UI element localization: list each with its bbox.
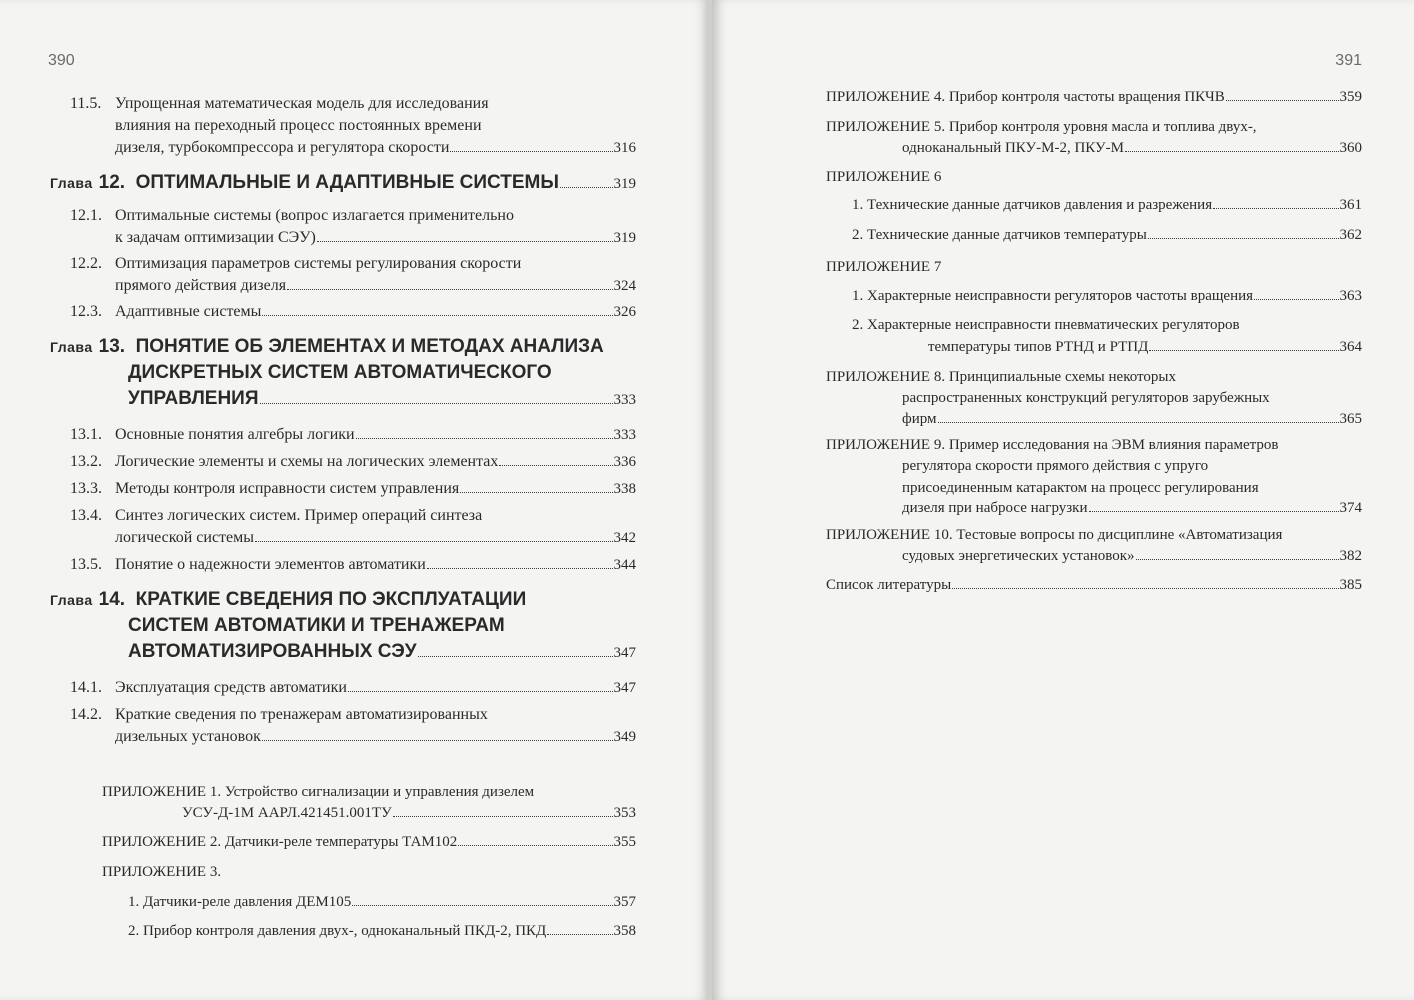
appendix-title: судовых энергетических установок» (902, 548, 1135, 564)
dot-leader (1148, 238, 1339, 239)
appendix-title: ПРИЛОЖЕНИЕ 1. Устройство сигнализации и управления дизелем (102, 784, 535, 800)
dot-leader (1125, 151, 1339, 152)
dot-leader (393, 816, 613, 817)
page-ref: 358 (613, 923, 636, 939)
appendix-line (902, 545, 1362, 567)
page-ref: 359 (1339, 89, 1362, 105)
appendix-line (826, 256, 1362, 278)
appendix-line (182, 802, 636, 824)
page-ref: 316 (613, 140, 636, 156)
page-ref: 382 (1339, 548, 1362, 564)
entry-title: Методы контроля исправности систем управления (115, 480, 460, 497)
toc-entry-line (115, 115, 636, 137)
toc-entry-line (115, 137, 636, 159)
appendix-line (852, 285, 1362, 307)
chapter-heading-line (50, 335, 636, 359)
entry-title: влияния на переходный процесс постоянных времени (115, 117, 482, 134)
appendix-line (102, 861, 636, 883)
dot-leader (1149, 350, 1338, 351)
appendix-line (902, 408, 1362, 430)
dot-leader (1226, 100, 1339, 101)
dot-leader (460, 492, 612, 493)
appendix-title: 2. Технические данные датчиков температуры (852, 227, 1147, 243)
entry-title: Краткие сведения по тренажерам автоматизированных (115, 706, 488, 723)
section-number: 13.2. (70, 453, 102, 470)
entry-title: Оптимизация параметров системы регулирования скорости (115, 255, 522, 272)
entry-title: ОПТИМАЛЬНЫЕ И АДАПТИВНЫЕ СИСТЕМЫ (135, 172, 559, 193)
appendix-line (102, 831, 636, 853)
page-ref: 355 (613, 834, 636, 850)
toc-entry-line (70, 253, 636, 275)
appendix-line (826, 366, 1362, 388)
page-ref: 347 (613, 680, 636, 696)
toc-entry-line (70, 424, 636, 446)
appendix-title: ПРИЛОЖЕНИЕ 4. Прибор контроля частоты вращения ПКЧВ (826, 89, 1225, 105)
toc-entry-line (115, 726, 636, 748)
appendix-line (102, 781, 636, 803)
appendix-line (902, 497, 1362, 519)
dot-leader (458, 845, 612, 846)
dot-leader (262, 315, 612, 316)
page-ref: 353 (613, 805, 636, 821)
entry-title: Логические элементы и схемы на логических элементах (115, 453, 499, 470)
page-ref: 361 (1339, 197, 1362, 213)
entry-title: Оптимальные системы (вопрос излагается применительно (115, 207, 514, 224)
appendix-title: дизеля при набросе нагрузки (902, 500, 1088, 516)
appendix-line (826, 116, 1362, 138)
page-ref: 374 (1339, 500, 1362, 516)
section-number: 12.3. (70, 303, 102, 320)
toc-entry-line (70, 505, 636, 527)
section-number: 13.3. (70, 480, 102, 497)
page-number-right: 391 (1335, 52, 1362, 69)
toc-right (712, 0, 1414, 1000)
dot-leader (356, 438, 613, 439)
appendix-title: 2. Прибор контроля давления двух-, одноканальный ПКД-2, ПКД (128, 923, 547, 939)
dot-leader (262, 740, 613, 741)
page-ref: 349 (613, 729, 636, 745)
toc-entry-line (70, 677, 636, 699)
page-ref: 362 (1339, 227, 1362, 243)
dot-leader (317, 241, 613, 242)
appendix-title: ПРИЛОЖЕНИЕ 2. Датчики-реле температуры ТАМ102 (102, 834, 458, 850)
dot-leader (260, 403, 613, 404)
dot-leader (450, 151, 612, 152)
appendix-title: ПРИЛОЖЕНИЕ 8. Принципиальные схемы некоторых (826, 369, 1176, 385)
appendix-line (826, 86, 1362, 108)
page-ref: 333 (613, 427, 636, 443)
page-ref: 360 (1339, 140, 1362, 156)
right-page (712, 0, 1414, 1000)
entry-title: КРАТКИЕ СВЕДЕНИЯ ПО ЭКСПЛУАТАЦИИ (135, 589, 527, 610)
toc-entry-line (115, 275, 636, 297)
page-ref: 363 (1339, 288, 1362, 304)
dot-leader (352, 905, 612, 906)
entry-title: СИСТЕМ АВТОМАТИКИ И ТРЕНАЖЕРАМ (128, 615, 505, 636)
appendix-title: ПРИЛОЖЕНИЕ 9. Пример исследования на ЭВМ влияния параметров (826, 437, 1279, 453)
entry-title: к задачам оптимизации СЭУ) (115, 229, 316, 246)
toc-entry-line (115, 227, 636, 249)
chapter-label: Глава (50, 175, 93, 191)
page-ref: 338 (613, 481, 636, 497)
chapter-number: 14. (98, 589, 136, 610)
appendix-title: регулятора скорости прямого действия с упруго (902, 458, 1209, 474)
toc-entry-line (70, 554, 636, 576)
appendix-title: фирм (902, 411, 937, 427)
page-ref: 344 (613, 557, 636, 573)
appendix-title: 1. Датчики-реле давления ДЕМ105 (128, 894, 352, 910)
entry-title: Эксплуатация средств автоматики (115, 679, 347, 696)
page-ref: 336 (613, 454, 636, 470)
section-number: 14.2. (70, 706, 102, 723)
toc-entry-line (115, 527, 636, 549)
appendix-line (852, 314, 1362, 336)
appendix-title: присоединенным катарактом на процесс регулирования (902, 480, 1259, 496)
appendix-title: ПРИЛОЖЕНИЕ 7 (826, 259, 942, 275)
appendix-line (852, 224, 1362, 246)
appendix-line (902, 477, 1362, 499)
appendix-line (826, 434, 1362, 456)
toc-entry-line (70, 205, 636, 227)
toc-entry-line (70, 93, 636, 115)
entry-title: ДИСКРЕТНЫХ СИСТЕМ АВТОМАТИЧЕСКОГО (128, 362, 552, 383)
dot-leader (1213, 208, 1338, 209)
appendix-line (128, 891, 636, 913)
dot-leader (427, 568, 613, 569)
chapter-heading-line (128, 614, 636, 638)
appendix-title: Список литературы (826, 577, 952, 593)
dot-leader (1089, 511, 1339, 512)
section-number: 13.5. (70, 556, 102, 573)
appendix-title: 1. Технические данные датчиков давления и разрежения (852, 197, 1213, 213)
chapter-number: 12. (98, 172, 136, 193)
section-number: 13.4. (70, 507, 102, 524)
appendix-line (826, 524, 1362, 546)
appendix-line (902, 387, 1362, 409)
dot-leader (1136, 559, 1339, 560)
page-ref: 347 (613, 645, 636, 661)
appendix-title: ПРИЛОЖЕНИЕ 10. Тестовые вопросы по дисциплине «Автоматизация (826, 527, 1283, 543)
toc-entry-line (70, 301, 636, 323)
appendix-line (128, 920, 636, 942)
appendix-line (928, 336, 1362, 358)
chapter-number: 13. (98, 336, 136, 357)
entry-title: Основные понятия алгебры логики (115, 426, 355, 443)
appendix-line (902, 455, 1362, 477)
appendix-title: ПРИЛОЖЕНИЕ 3. (102, 864, 222, 880)
dot-leader (547, 934, 612, 935)
chapter-heading-line (128, 387, 636, 411)
page-number-left: 390 (48, 52, 75, 69)
appendix-title: 1. Характерные неисправности регуляторов частоты вращения (852, 288, 1254, 304)
entry-title: АВТОМАТИЗИРОВАННЫХ СЭУ (128, 641, 417, 662)
appendix-line (902, 137, 1362, 159)
section-number: 12.2. (70, 255, 102, 272)
entry-title: УПРАВЛЕНИЯ (128, 388, 259, 409)
appendix-title: ПРИЛОЖЕНИЕ 5. Прибор контроля уровня масла и топлива двух-, (826, 119, 1257, 135)
section-number: 14.1. (70, 679, 102, 696)
dot-leader (287, 289, 612, 290)
appendix-title: одноканальный ПКУ-М-2, ПКУ-М (902, 140, 1124, 156)
entry-title: прямого действия дизеля (115, 277, 287, 294)
entry-title: дизельных установок (115, 728, 261, 745)
entry-title: Упрощенная математическая модель для исследования (115, 95, 489, 112)
chapter-heading-line (50, 171, 636, 195)
dot-leader (418, 656, 613, 657)
page-ref: 324 (613, 278, 636, 294)
chapter-label: Глава (50, 592, 93, 608)
dot-leader (938, 422, 1339, 423)
appendix-line (826, 574, 1362, 596)
chapter-heading-line (50, 588, 636, 612)
appendix-line (826, 166, 1362, 188)
appendix-title: ПРИЛОЖЕНИЕ 6 (826, 169, 942, 185)
entry-title: Понятие о надежности элементов автоматики (115, 556, 426, 573)
dot-leader (255, 541, 612, 542)
page-ref: 333 (613, 392, 636, 408)
section-number: 12.1. (70, 207, 102, 224)
page-ref: 364 (1339, 339, 1362, 355)
chapter-label: Глава (50, 339, 93, 355)
entry-title: Адаптивные системы (115, 303, 262, 320)
entry-title: логической системы (115, 529, 255, 546)
dot-leader (1254, 299, 1338, 300)
toc-entry-line (70, 478, 636, 500)
section-number: 13.1. (70, 426, 102, 443)
chapter-heading-line (128, 640, 636, 664)
dot-leader (560, 187, 613, 188)
section-number: 11.5. (70, 95, 102, 112)
appendix-title: распространенных конструкций регуляторов зарубежных (902, 390, 1270, 406)
page-ref: 326 (613, 304, 636, 320)
appendix-line (852, 194, 1362, 216)
page-ref: 385 (1339, 577, 1362, 593)
dot-leader (499, 465, 612, 466)
page-ref: 342 (613, 530, 636, 546)
page-ref: 357 (613, 894, 636, 910)
page-ref: 319 (613, 176, 636, 192)
entry-title: Синтез логических систем. Пример операций синтеза (115, 507, 483, 524)
toc-entry-line (70, 451, 636, 473)
chapter-heading-line (128, 361, 636, 385)
toc-entry-line (70, 704, 636, 726)
dot-leader (348, 691, 613, 692)
page-ref: 365 (1339, 411, 1362, 427)
entry-title: дизеля, турбокомпрессора и регулятора скорости (115, 139, 450, 156)
appendix-title: температуры типов РТНД и РТПД (928, 339, 1149, 355)
dot-leader (952, 588, 1338, 589)
appendix-title: УСУ-Д-1М ААРЛ.421451.001ТУ (182, 805, 392, 821)
appendix-title: 2. Характерные неисправности пневматических регуляторов (852, 317, 1240, 333)
page-ref: 319 (613, 230, 636, 246)
entry-title: ПОНЯТИЕ ОБ ЭЛЕМЕНТАХ И МЕТОДАХ АНАЛИЗА (135, 336, 604, 357)
